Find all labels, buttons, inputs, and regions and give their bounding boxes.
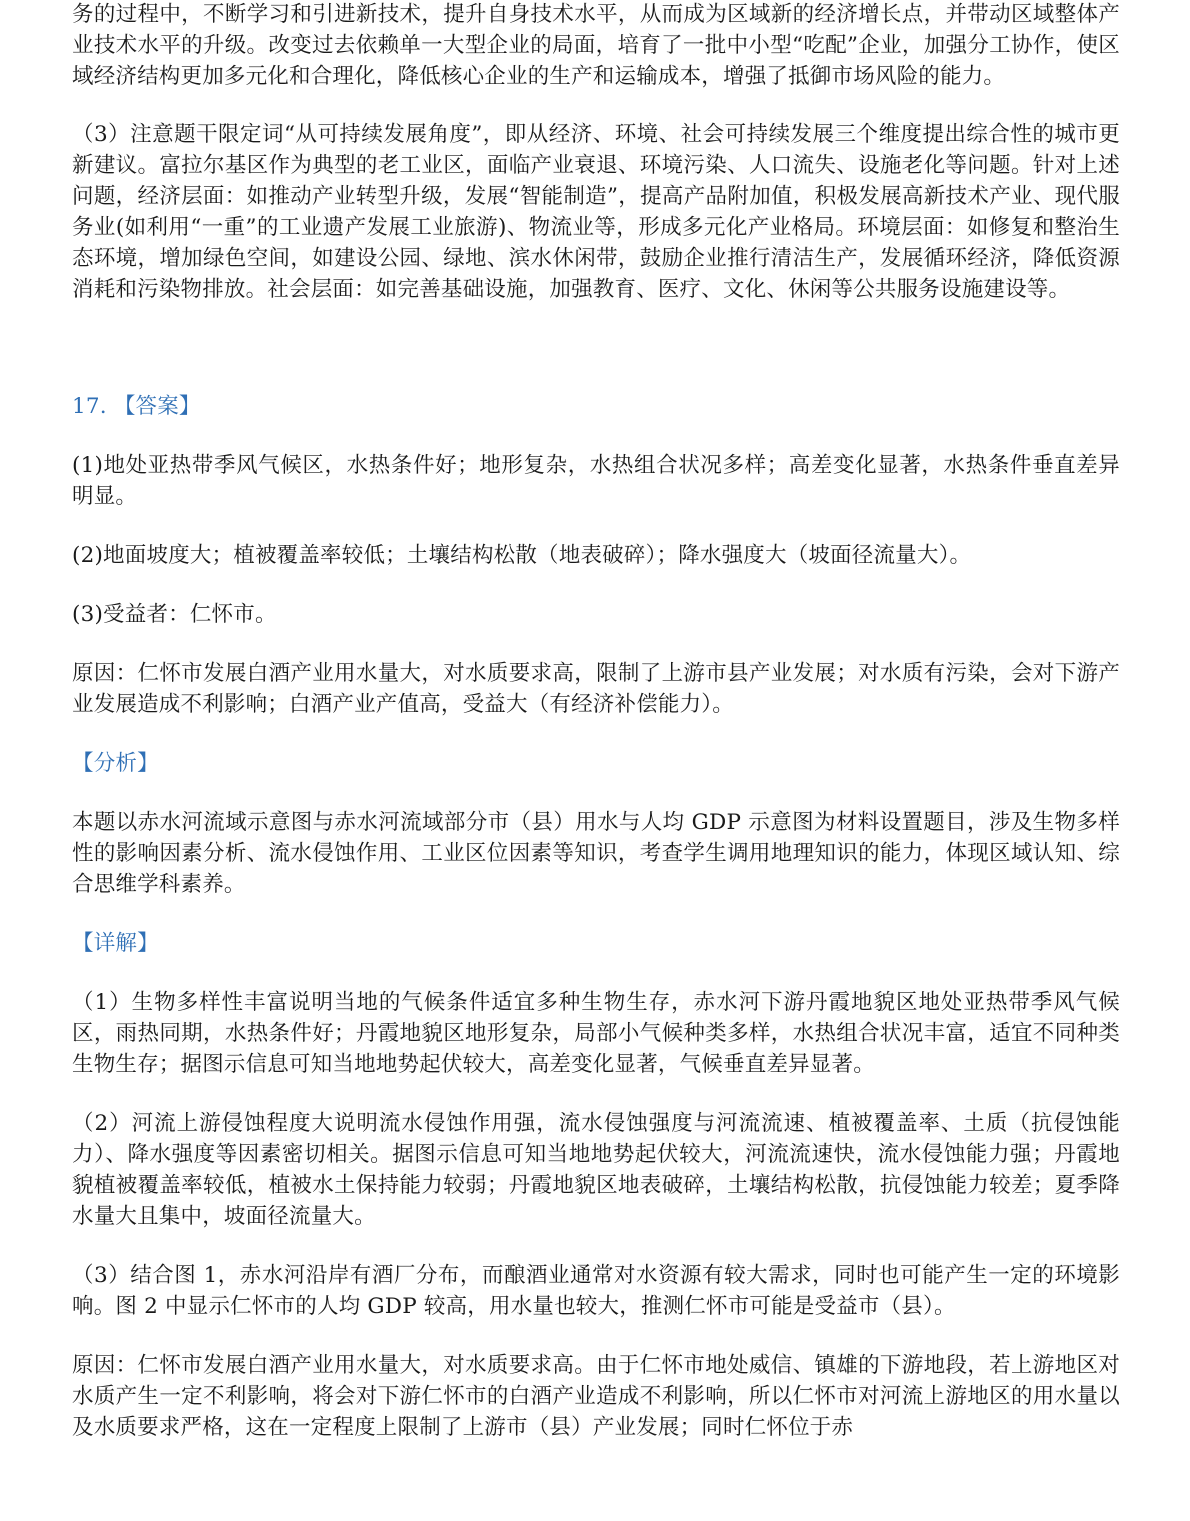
q17-answer-heading: 17. 【答案】 — [72, 394, 201, 419]
detail-paragraph-3: （3）结合图 1，赤水河沿岸有酒厂分布，而酿酒业通常对水资源有较大需求，同时也可能产生一定的环境影响。图 2 中显示仁怀市的人均 GDP 较高，用水量也较大，推测仁怀市可能是受益市（县）。 — [72, 1263, 1120, 1319]
q17-answer-1: (1)地处亚热带季风气候区，水热条件好；地形复杂，水热组合状况多样；高差变化显著，水热条件垂直差异明显。 — [72, 453, 1120, 509]
q17-answer-2: (2)地面坡度大；植被覆盖率较低；土壤结构松散（地表破碎）；降水强度大（坡面径流量大）。 — [72, 543, 972, 568]
detail-heading: 【详解】 — [72, 931, 159, 956]
q16-part3-paragraph: （3）注意题干限定词“从可持续发展角度”，即从经济、环境、社会可持续发展三个维度提出综合性的城市更新建议。富拉尔基区作为典型的老工业区，面临产业衰退、环境污染、人口流失、设施老化等问题。针对上述问题，经济层面：如推动产业转型升级，发展“智能制造”，提高产品附加值，积极发展高新技术产业、现代服务业(如利用“一重”的工业遗产发展工业旅游)、物流业等，形成多元化产业格局。环境层面：如修复和整治生态环境，增加绿色空间，如建设公园、绿地、滨水休闲带，鼓励企业推行清洁生产，发展循环经济，降低资源消耗和污染物排放。社会层面：如完善基础设施，加强教育、医疗、文化、休闲等公共服务设施建设等。 — [72, 122, 1120, 302]
analysis-heading: 【分析】 — [72, 751, 159, 776]
detail-paragraph-1: （1）生物多样性丰富说明当地的气候条件适宜多种生物生存，赤水河下游丹霞地貌区地处亚热带季风气候区，雨热同期，水热条件好；丹霞地貌区地形复杂，局部小气候种类多样，水热组合状况丰富，适宜不同种类生物生存；据图示信息可知当地地势起伏较大，高差变化显著，气候垂直差异显著。 — [72, 990, 1120, 1077]
detail-paragraph-2: （2）河流上游侵蚀程度大说明流水侵蚀作用强，流水侵蚀强度与河流流速、植被覆盖率、土质（抗侵蚀能力）、降水强度等因素密切相关。据图示信息可知当地地势起伏较大，河流流速快，流水侵蚀能力强；丹霞地貌植被覆盖率较低，植被水土保持能力较弱；丹霞地貌区地表破碎，土壤结构松散，抗侵蚀能力较差；夏季降水量大且集中，坡面径流量大。 — [72, 1111, 1120, 1229]
q17-answer-3: (3)受益者：仁怀市。 — [72, 602, 277, 627]
detail-paragraph-4: 原因：仁怀市发展白酒产业用水量大，对水质要求高。由于仁怀市地处威信、镇雄的下游地段，若上游地区对水质产生一定不利影响，将会对下游仁怀市的白酒产业造成不利影响，所以仁怀市对河流上游地区的用水量以及水质要求严格，这在一定程度上限制了上游市（县）产业发展；同时仁怀位于赤 — [72, 1353, 1120, 1440]
q17-answer-reason: 原因：仁怀市发展白酒产业用水量大，对水质要求高，限制了上游市县产业发展；对水质有污染，会对下游产业发展造成不利影响；白酒产业产值高，受益大（有经济补偿能力）。 — [72, 661, 1120, 717]
analysis-paragraph: 本题以赤水河流域示意图与赤水河流域部分市（县）用水与人均 GDP 示意图为材料设置题目，涉及生物多样性的影响因素分析、流水侵蚀作用、工业区位因素等知识，考查学生调用地理知识的能力，体现区域认知、综合思维学科素养。 — [72, 810, 1120, 897]
intro-continuation: 务的过程中，不断学习和引进新技术，提升自身技术水平，从而成为区域新的经济增长点，并带动区域整体产业技术水平的升级。改变过去依赖单一大型企业的局面，培育了一批中小型“吃配”企业，加强分工协作，使区域经济结构更加多元化和合理化，降低核心企业的生产和运输成本，增强了抵御市场风险的能力。 — [72, 2, 1120, 89]
document-page — [72, 0, 1120, 1443]
